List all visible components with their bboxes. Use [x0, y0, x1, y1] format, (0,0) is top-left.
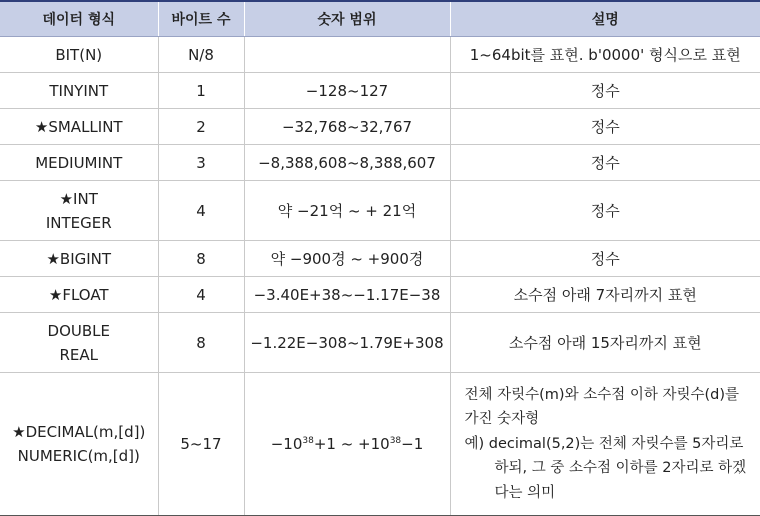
table-row	[0, 313, 760, 373]
type-name: ★DECIMAL(m,[d])	[12, 423, 146, 441]
header-bytes: 바이트 수	[158, 1, 244, 37]
table-row	[0, 145, 760, 181]
type-name-alias: NUMERIC(m,[d])	[17, 447, 140, 465]
type-name: DOUBLE	[47, 321, 110, 340]
table-row	[0, 277, 760, 313]
range-text: −1	[401, 435, 424, 453]
description-cell	[450, 373, 760, 516]
bytes-cell: 2	[158, 109, 244, 145]
type-name: BIT(N)	[55, 45, 103, 64]
header-description: 설명	[450, 1, 760, 37]
range-text: +1 ~ +10	[313, 435, 390, 453]
table-row	[0, 373, 760, 516]
range-cell: −1.22E−308~1.79E+308	[244, 313, 450, 373]
range-cell: 약 −900경 ~ +900경	[244, 241, 450, 277]
bytes-cell: 3	[158, 145, 244, 181]
type-cell	[0, 73, 158, 109]
type-cell	[0, 109, 158, 145]
header-data-type: 데이터 형식	[0, 1, 158, 37]
range-cell: −3.40E+38~−1.17E−38	[244, 277, 450, 313]
bytes-cell: 8	[158, 241, 244, 277]
type-cell	[0, 241, 158, 277]
description-cell: 1~64bit를 표현. b'0000' 형식으로 표현	[450, 37, 760, 73]
type-name: ★BIGINT	[46, 249, 112, 268]
bytes-cell: 1	[158, 73, 244, 109]
type-name: ★SMALLINT	[34, 117, 123, 136]
description-cell: 정수	[450, 73, 760, 109]
range-cell: −128~127	[244, 73, 450, 109]
type-cell	[0, 145, 158, 181]
table-row	[0, 109, 760, 145]
exponent: 38	[389, 436, 402, 446]
table-row	[0, 73, 760, 109]
type-name: ★FLOAT	[48, 285, 109, 304]
type-name-alias: INTEGER	[45, 213, 112, 232]
range-cell	[244, 37, 450, 73]
range-text: −10	[270, 435, 303, 453]
type-cell	[0, 277, 158, 313]
range-cell: −32,768~32,767	[244, 109, 450, 145]
description-example: 예) decimal(5,2)는 전체 자릿수를 5자리로 하되, 그 중 소수점 이하를 2자리로 하겠다는 의미	[464, 435, 747, 501]
type-name-alias: REAL	[59, 345, 99, 364]
type-cell	[0, 373, 158, 516]
description-cell: 정수	[450, 181, 760, 241]
description-cell: 정수	[450, 241, 760, 277]
description-cell: 소수점 아래 15자리까지 표현	[450, 313, 760, 373]
bytes-cell: N/8	[158, 37, 244, 73]
header-range: 숫자 범위	[244, 1, 450, 37]
description-cell: 소수점 아래 7자리까지 표현	[450, 277, 760, 313]
table-row	[0, 241, 760, 277]
range-cell: 약 −21억 ~ + 21억	[244, 181, 450, 241]
description-cell: 정수	[450, 109, 760, 145]
range-cell	[244, 373, 450, 516]
bytes-cell: 5~17	[158, 373, 244, 516]
table-header-row	[0, 1, 760, 37]
type-name: MEDIUMINT	[35, 153, 123, 172]
range-cell: −8,388,608~8,388,607	[244, 145, 450, 181]
description-line: 전체 자릿수(m)와 소수점 이하 자릿수(d)를 가진 숫자형	[464, 386, 739, 428]
bytes-cell: 8	[158, 313, 244, 373]
type-cell	[0, 313, 158, 373]
type-cell	[0, 181, 158, 241]
description-cell: 정수	[450, 145, 760, 181]
exponent: 38	[302, 436, 314, 446]
type-name: ★INT	[59, 189, 98, 208]
type-name: TINYINT	[49, 81, 109, 100]
type-cell	[0, 37, 158, 73]
bytes-cell: 4	[158, 181, 244, 241]
bytes-cell: 4	[158, 277, 244, 313]
table-row	[0, 37, 760, 73]
table-row	[0, 181, 760, 241]
